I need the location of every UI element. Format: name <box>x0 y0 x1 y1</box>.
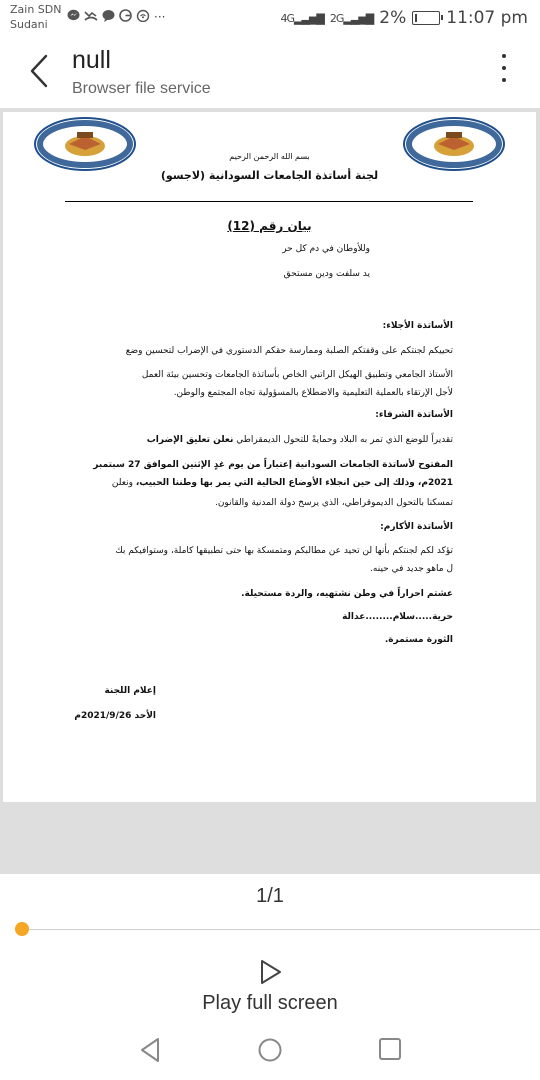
g-icon <box>119 9 132 25</box>
system-nav-bar <box>0 1019 540 1080</box>
section-1-heading: الأساتذة الأجلاء: <box>382 321 453 331</box>
nav-home-icon[interactable] <box>257 1037 283 1063</box>
section-2-line-1 <box>147 435 453 445</box>
section-2-line-3-regular: ونعلن <box>111 478 136 488</box>
status-right <box>281 8 528 28</box>
nav-back-icon[interactable] <box>138 1037 162 1063</box>
page-indicator: 1/1 <box>256 885 284 907</box>
page-subtitle: Browser file service <box>72 80 211 97</box>
status-bar <box>0 0 540 38</box>
section-1-line-3: لأجل الإرتقاء بالعملية التعليمية والاضطلاع بالمسؤولية تجاه المجتمع والوطن. <box>173 388 453 398</box>
committee-logo-right <box>402 114 506 174</box>
section-2-heading: الأساتذة الشرفاء: <box>375 410 453 420</box>
header-divider <box>65 201 473 202</box>
section-1-line-2: الأستاذ الجامعي وتطبيق الهيكل الراتبي الخاص بأساتذة الجامعات وتحسين بيئة العمل <box>141 370 453 380</box>
closing-line-1: عشتم احراراً في وطن نشتهيه، والردة مستحيلة. <box>241 589 453 599</box>
nav-recents-icon[interactable] <box>378 1037 402 1061</box>
bismillah: بسم الله الرحمن الرحيم <box>229 152 310 161</box>
notification-icons <box>67 9 165 25</box>
app-header <box>0 38 540 108</box>
committee-name: لجنة أساتذة الجامعات السودانية (لاجسو) <box>160 169 379 182</box>
play-icon[interactable] <box>258 958 284 986</box>
battery-percent: 2% <box>379 8 407 28</box>
section-2-line-1-bold: نعلن تعليق الإضراب <box>146 435 234 445</box>
section-2-line-3-bold: 2021م، وذلك إلى حين انجلاء الأوضاع الحالية التي يمر بها وطننا الحبيب، <box>135 478 453 488</box>
messenger-icon <box>67 9 80 25</box>
document-date: الأحد 2021/9/26م <box>74 711 156 721</box>
document-viewer[interactable] <box>0 108 540 874</box>
signal-2-icon: 2G▂▃▅▇ <box>329 11 374 25</box>
section-2-line-1-regular: تقديراً للوضع الذي تمر به البلاد وحمايةً للتحول الديمقراطي <box>233 435 453 445</box>
document-page <box>3 112 536 802</box>
signal-1-icon: 4G▂▃▅▇ <box>280 11 324 25</box>
section-3-line-1: تؤكد لكم لجنتكم بأنها لن تحيد عن مطالبكم ومتمسكة بها حتى تطبيقها كاملة، وستوافيكم بك <box>115 546 453 556</box>
intro-line-2: يد سلفت ودين مستحق <box>283 269 370 279</box>
clock: 11:07 pm <box>446 8 528 28</box>
page-slider-thumb[interactable] <box>15 922 29 936</box>
carrier-name: Zain SDN <box>10 3 62 16</box>
battery-icon <box>412 11 440 25</box>
committee-logo-left <box>33 114 137 174</box>
section-2-line-2: المفتوح لأساتذة الجامعات السودانية إعتباراً من يوم غدٍ الإثنين الموافق 27 سبتمبر <box>93 460 453 470</box>
statement-title: بيان رقم (12) <box>227 219 312 233</box>
more-dots-icon: ··· <box>154 10 166 24</box>
section-2-line-3 <box>112 478 453 488</box>
signature: إعلام اللجنة <box>104 686 156 696</box>
back-button[interactable] <box>26 52 58 90</box>
section-3-heading: الأساتذة الأكارم: <box>380 522 453 532</box>
chevron-left-icon <box>26 52 58 90</box>
section-3-line-2: ل ماهو جديد في حينه. <box>370 564 453 574</box>
more-options-button[interactable] <box>500 54 508 94</box>
page-slider-track[interactable] <box>22 929 540 930</box>
play-full-screen-button[interactable]: Play full screen <box>202 992 338 1014</box>
page-title: null <box>72 46 111 74</box>
section-2-line-4: تمسكنا بالتحول الديموقراطي، الذي يرسخ دولة المدنية والقانون. <box>214 498 453 508</box>
chat-icon <box>102 9 115 25</box>
closing-line-3: الثورة مستمرة. <box>384 635 453 645</box>
carrier-secondary: Sudani <box>10 18 48 31</box>
missed-call-icon <box>84 9 98 25</box>
wifi-calling-icon <box>136 9 150 25</box>
carrier-info <box>10 2 61 32</box>
more-vertical-icon <box>500 54 508 82</box>
section-1-line-1: تحييكم لجنتكم على وقفتكم الصلبة وممارسة حقكم الدستوري في الإضراب لتحسين وضع <box>125 346 453 356</box>
closing-line-2: حرية.....سلام........عدالة <box>342 612 453 622</box>
intro-line-1: وللأوطان في دم كل حر <box>282 244 370 254</box>
